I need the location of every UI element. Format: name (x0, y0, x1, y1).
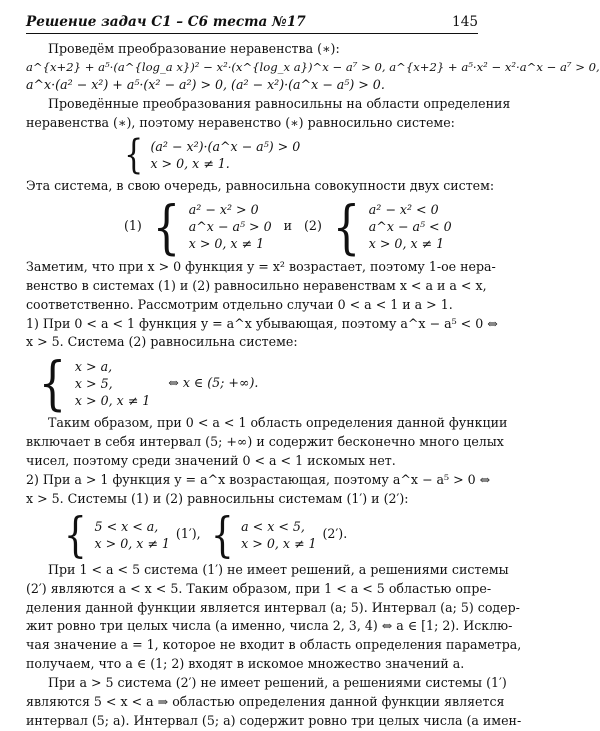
text-line: x > 5. Системы (1) и (2) равносильны системам (1′) и (2′): (26, 490, 409, 506)
running-header (26, 10, 478, 34)
page-number: 145 (452, 14, 478, 30)
text-line: Проведём преобразование неравенства (∗): (48, 41, 340, 56)
system-row: x > 5, (74, 375, 113, 391)
text-line: венство в системах (1) и (2) равносильно неравенствам x < a и a < x, (26, 277, 487, 293)
text-line: При 1 < a < 5 система (1′) не имеет решений, а решениями системы (48, 561, 509, 577)
system-pair (26, 192, 478, 261)
text-line: чисел, поэтому среди значений 0 < a < 1 искомых нет. (26, 453, 396, 469)
left-brace: { (210, 506, 234, 563)
system-row: a² − x² > 0 (188, 202, 259, 218)
label-1-prime: (1′), (175, 526, 201, 542)
left-brace: { (38, 349, 67, 418)
system-row: a² − x² < 0 (368, 202, 439, 218)
system-row: x > 0, x ≠ 1 (188, 236, 265, 252)
system-row: a^x − a⁵ < 0 (368, 219, 452, 235)
text-line: Таким образом, при 0 < a < 1 область определения данной функции (48, 415, 508, 431)
text-line: соответственно. Рассмотрим отдельно случаи 0 < a < 1 и a > 1. (26, 296, 453, 312)
left-brace: { (332, 192, 361, 261)
label-1: (1) (124, 218, 142, 234)
system-result: ⇔ x ∈ (5; +∞). (168, 374, 259, 390)
text-line: получаем, что a ∈ (1; 2) входят в искомое множество значений a. (26, 656, 465, 672)
text-line: интервал (5; a). Интервал (5; a) содержит ровно три целых числа (а имен- (26, 712, 522, 728)
system-row: a < x < 5, (241, 518, 305, 534)
text-line: Проведённые преобразования равносильны на области определения (48, 96, 511, 112)
text-line: x > 5. Система (2) равносильна системе: (26, 334, 298, 350)
text-line: Эта система, в свою очередь, равносильна совокупности двух систем: (26, 177, 495, 193)
system-1 (26, 131, 478, 178)
text-line: включает в себя интервал (5; +∞) и содержит бесконечно много целых (26, 434, 504, 450)
text-line: неравенства (∗), поэтому неравенство (∗) равносильно системе: (26, 115, 455, 131)
left-brace: { (152, 192, 181, 261)
system-row: x > 0, x ≠ 1 (368, 236, 445, 252)
text-line: (2′) являются a < x < 5. Таким образом, при 1 < a < 5 областью опре- (26, 580, 492, 596)
and-word: и (283, 218, 293, 234)
system-row: x > a, (74, 358, 113, 374)
system-row: x > 0, x ≠ 1. (150, 155, 230, 171)
header-title: Решение задач С1 – С6 теста №17 (26, 14, 306, 30)
text-line: являются 5 < x < a ⇒ областью определения данной функции является (26, 693, 505, 709)
page-body (26, 40, 600, 731)
label-2-prime: (2′). (322, 526, 348, 542)
system-row: x > 0, x ≠ 1 (94, 535, 170, 551)
system-3 (26, 349, 478, 418)
system-row: x > 0, x ≠ 1 (74, 392, 151, 408)
system-row: (a² − x²)·(a^x − a⁵) > 0 (150, 138, 301, 154)
system-pair-prime (26, 506, 478, 563)
text-line: деления данной функции является интервал (a; 5). Интервал (a; 5) содер- (26, 599, 520, 615)
text-line: При a > 5 система (2′) не имеет решений, а решениями системы (1′) (48, 675, 507, 691)
text-line: 2) При a > 1 функция y = a^x возрастающая, поэтому a^x − a⁵ > 0 ⇔ (26, 471, 491, 487)
formula-line: a^{x+2} + a⁵·(a^{log_a x})² − x²·(x^{log_x a})^x − a⁷ > 0, a^{x+2} + a⁵·x² − x²·a^x − a⁷ > 0, (26, 59, 600, 74)
header-rule (26, 33, 478, 34)
system-row: a^x − a⁵ > 0 (188, 219, 272, 235)
text-line: жит ровно три целых числа (а именно, числа 2, 3, 4) ⇔ a ∈ [1; 2). Исклю- (26, 618, 513, 634)
text-line: чая значение a = 1, которое не входит в область определения параметра, (26, 637, 522, 653)
label-2: (2) (304, 218, 322, 234)
system-row: x > 0, x ≠ 1 (241, 535, 317, 551)
system-row: 5 < x < a, (94, 518, 159, 534)
text-line: 1) При 0 < a < 1 функция y = a^x убывающая, поэтому a^x − a⁵ < 0 ⇔ (26, 315, 498, 331)
formula-line: a^x·(a² − x²) + a⁵·(x² − a²) > 0, (a² − x²)·(a^x − a⁵) > 0. (26, 77, 385, 93)
text-line: Заметим, что при x > 0 функция y = x² возрастает, поэтому 1-ое нера- (26, 258, 496, 274)
left-brace: { (63, 506, 87, 563)
left-brace: { (124, 131, 144, 178)
